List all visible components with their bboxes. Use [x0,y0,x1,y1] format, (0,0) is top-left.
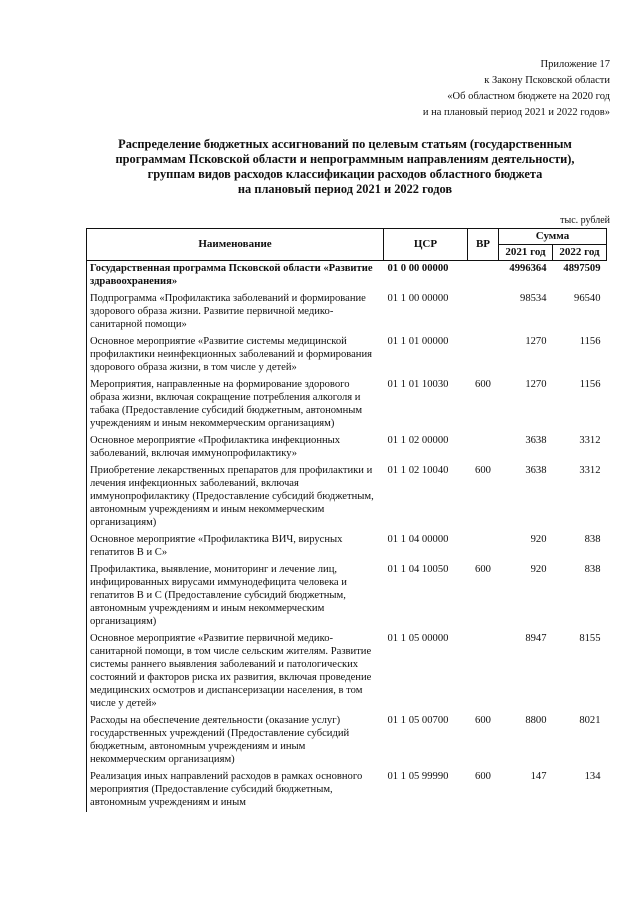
cell-2022: 134 [584,771,601,782]
table-row [87,713,607,769]
cell-vr: 600 [475,379,491,390]
cell-2022: 8155 [579,633,601,644]
annex-line: Приложение 17 [540,59,610,70]
table-row [87,631,607,713]
cell-name: Реализация иных направлений расходов в рамках основного мероприятия (Предоставление субсидий бюджетным, автономным учреждениям и иным [87,769,384,812]
cell-2021: 3638 [525,465,547,476]
table-row [87,377,607,433]
cell-name: Основное мероприятие «Развитие первичной медико-санитарной помощи, в том числе сельским жителям. Развитие системы раннего выявления заболеваний и патологических состояний и факторов риска их развития, включая проведение медицинских осмотров и диспансеризации населения, в том числе у детей» [87,631,384,713]
table-row [87,261,607,292]
table-row [87,769,607,812]
table-row [87,562,607,631]
cell-csr: 01 1 05 99990 [387,771,449,782]
cell-2022: 8021 [579,715,601,726]
cell-2022: 96540 [574,293,601,304]
cell-vr [468,532,499,562]
document-title [75,137,615,197]
cell-name: Расходы на обеспечение деятельности (оказание услуг) государственных учреждений (Предоставление субсидий бюджетным, автономным учреждениям и иным некоммерческим организациям) [87,713,384,769]
title-line: на плановый период 2021 и 2022 годов [237,182,453,196]
title-line: программам Псковской области и непрограммным направлениям деятельности), [115,152,575,166]
annex-line: и на плановый период 2021 и 2022 годов» [422,107,610,118]
cell-2021: 920 [530,564,547,575]
title-line: группам видов расходов классификации расходов областного бюджета [147,167,543,181]
cell-name: Основное мероприятие «Развитие системы медицинской профилактики неинфекционных заболеваний и формирования здорового образа жизни, в том числе у детей» [87,334,384,377]
cell-2022: 838 [584,564,601,575]
cell-vr [468,334,499,377]
header-2021: 2021 год [499,245,553,261]
cell-name: Подпрограмма «Профилактика заболеваний и формирование здорового образа жизни. Развитие первичной медико-санитарной помощи» [87,291,384,334]
unit-label: тыс. рублей [560,215,610,226]
table-row [87,334,607,377]
header-2022: 2022 год [553,245,607,261]
cell-csr: 01 1 04 00000 [387,534,449,545]
cell-name: Приобретение лекарственных препаратов для профилактики и лечения инфекционных заболеваний, включая иммунопрофилактику (Предоставление субсидий бюджетным, автономным учреждениям и иным некоммерческим организациям) [87,463,384,532]
cell-name: Профилактика, выявление, мониторинг и лечение лиц, инфицированных вирусами иммунодефицита человека и гепатитов В и С (Предоставление субсидий бюджетным, автономным учреждениям и иным некоммерческим организациям) [87,562,384,631]
table-row [87,532,607,562]
cell-vr [468,261,499,292]
cell-csr: 01 1 04 10050 [387,564,449,575]
cell-2021: 8800 [525,715,547,726]
cell-2021: 8947 [525,633,547,644]
cell-2021: 147 [530,771,547,782]
budget-table [86,228,607,812]
cell-2021: 98534 [520,293,547,304]
cell-csr: 01 1 00 00000 [387,293,449,304]
cell-name: Основное мероприятие «Профилактика инфекционных заболеваний, включая иммунопрофилактику» [87,433,384,463]
table-row [87,463,607,532]
header-csr: ЦСР [384,229,468,261]
cell-vr: 600 [475,771,491,782]
cell-2022: 3312 [579,435,601,446]
header-vr: ВР [468,229,499,261]
cell-csr: 01 1 01 00000 [387,336,449,347]
cell-name: Мероприятия, направленные на формирование здорового образа жизни, включая сокращение потребления алкоголя и табака (Предоставление субсидий бюджетным, автономным учреждениям и иным некоммерческим организациям) [87,377,384,433]
cell-vr [468,433,499,463]
cell-vr [468,631,499,713]
cell-name: Государственная программа Псковской области «Развитие здравоохранения» [87,261,384,292]
cell-csr: 01 1 02 00000 [387,435,449,446]
cell-vr [468,291,499,334]
cell-2022: 1156 [579,379,601,390]
cell-csr: 01 1 05 00000 [387,633,449,644]
cell-2021: 3638 [525,435,547,446]
cell-2022: 838 [584,534,601,545]
cell-2022: 1156 [579,336,601,347]
annex-line: «Об областном бюджете на 2020 год [447,91,610,102]
annex-note [310,57,610,121]
cell-csr: 01 1 05 00700 [387,715,449,726]
cell-2021: 1270 [525,336,547,347]
cell-2021: 1270 [525,379,547,390]
cell-csr: 01 1 01 10030 [387,379,449,390]
annex-line: к Закону Псковской области [484,75,610,86]
title-line: Распределение бюджетных ассигнований по целевым статьям (государственным [118,137,572,151]
cell-csr: 01 0 00 00000 [384,261,468,292]
cell-2021: 920 [530,534,547,545]
table-row [87,291,607,334]
cell-vr: 600 [475,715,491,726]
cell-vr: 600 [475,564,491,575]
table-row [87,433,607,463]
cell-vr: 600 [475,465,491,476]
header-sum: Сумма [499,229,607,245]
cell-2022: 4897509 [553,261,607,292]
cell-2022: 3312 [579,465,601,476]
cell-2021: 4996364 [499,261,553,292]
cell-csr: 01 1 02 10040 [387,465,449,476]
cell-name: Основное мероприятие «Профилактика ВИЧ, вирусных гепатитов В и С» [87,532,384,562]
header-name: Наименование [87,229,384,261]
